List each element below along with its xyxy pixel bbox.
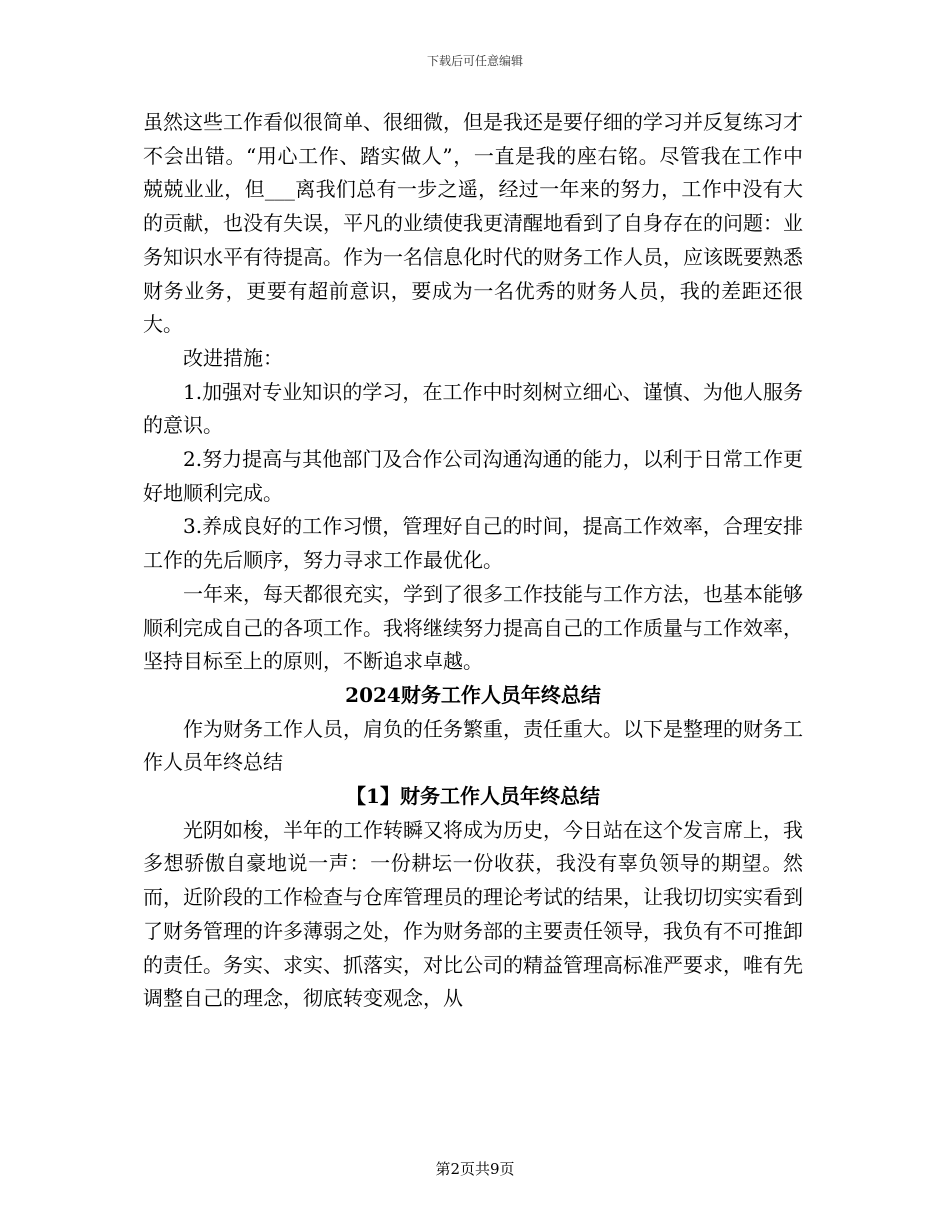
header-note: 下载后可任意编辑 xyxy=(426,54,523,68)
paragraph-review: 虽然这些工作看似很简单、很细微，但是我还是要仔细的学习并反复练习才不会出错。“用心工作、踏实做人”，一直是我的座右铭。尽管我在工作中兢兢业业，但___离我们总有一步之遥，经过一年来的努力，工作中没有大的贡献，也没有失误，平凡的业绩使我更清醒地看到了自身存在的问题：业务知识水平有待提高。作为一名信息化时代的财务工作人员，应该既要熟悉财务业务，更要有超前意识，要成为一名优秀的财务人员，我的差距还很大。 xyxy=(143,110,803,337)
paragraph-section-1: 光阴如梭，半年的工作转瞬又将成为历史，今日站在这个发言席上，我多想骄傲自豪地说一声：一份耕坛一份收获，我没有辜负领导的期望。然而，近阶段的工作检查与仓库管理员的理论考试的结果，让我切切实实看到了财务管理的许多薄弱之处，作为财务部的主要责任领导，我负有不可推卸的责任。务实、求实、抓落实，对比公司的精益管理高标准严要求，唯有先调整自己的理念，彻底转变观念，从 xyxy=(143,817,803,1011)
improvement-label: 改进措施： xyxy=(183,345,283,370)
paragraph-intro: 作为财务工作人员，肩负的任务繁重，责任重大。以下是整理的财务工作人员年终总结 xyxy=(143,716,803,775)
improvement-item-3: 3.养成良好的工作习惯，管理好自己的时间，提高工作效率，合理安排工作的先后顺序，努力寻求工作最优化。 xyxy=(143,514,803,573)
paragraph-summary: 一年来，每天都很充实，学到了很多工作技能与工作方法，也基本能够顺利完成自己的各项工作。我将继续努力提高自己的工作质量与工作效率，坚持目标至上的原则，不断追求卓越。 xyxy=(143,581,803,674)
section-title: 【1】财务工作人员年终总结 xyxy=(346,784,600,809)
page-number: 第2页共9页 xyxy=(435,1160,515,1178)
improvement-item-1: 1.加强对专业知识的学习，在工作中时刻树立细心、谨慎、为他人服务的意识。 xyxy=(143,379,803,438)
document-title: 2024财务工作人员年终总结 xyxy=(345,682,601,707)
improvement-item-2: 2.努力提高与其他部门及合作公司沟通沟通的能力，以利于日常工作更好地顺利完成。 xyxy=(143,447,803,505)
document-body xyxy=(143,106,803,1016)
